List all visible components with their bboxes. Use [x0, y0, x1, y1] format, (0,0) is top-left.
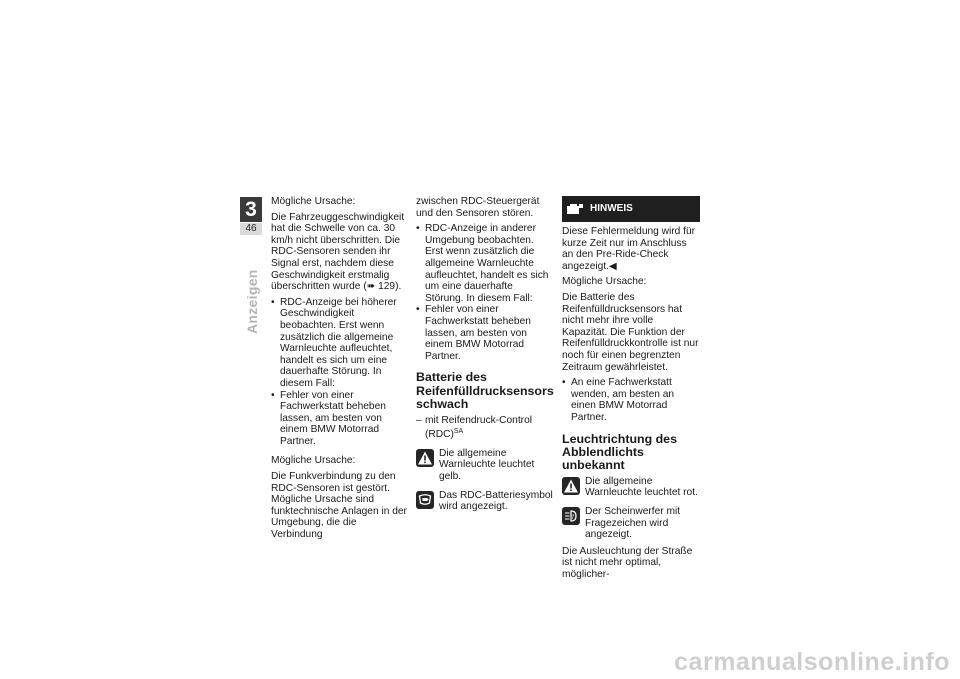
list-item-text: mit Reifendruck-Control (RDC) — [425, 414, 533, 441]
icon-text: Die allgemeine Warnleuchte leuchtet rot. — [585, 475, 698, 499]
section-heading: Batterie des Reifenfülldrucksensors schwach — [416, 370, 554, 412]
section-heading: Leuchtrichtung des Abblendlichts unbekannt — [562, 431, 677, 473]
paragraph: zwischen RDC-Steuergerät und den Sensoren stören. — [416, 196, 540, 219]
column-2 — [416, 196, 554, 518]
paragraph: Mögliche Ursache: — [271, 455, 356, 467]
rdc-battery-icon — [416, 491, 434, 509]
headlight-question-icon — [562, 507, 580, 525]
note-label: HINWEIS — [590, 203, 633, 215]
paragraph-text: Die Fahrzeuggeschwindigkeit hat die Schwelle von ca. 30 km/h nicht überschritten. Die RDC-Sensoren senden ihr Signal erst, nachdem diese Geschwindigkeit erstmalig überschritten wurde — [271, 211, 405, 293]
icon-row — [416, 448, 554, 483]
paragraph — [271, 212, 409, 293]
column-3 — [562, 196, 700, 584]
list-item: • Fehler von einer Fachwerkstatt beheben lassen, am besten von einem BMW Motorrad Partner. — [416, 304, 554, 362]
icon-text: Der Scheinwerfer mit Fragezeichen wird angezeigt. — [585, 505, 681, 541]
paragraph: Mögliche Ursache: — [562, 276, 647, 288]
column-1 — [271, 196, 409, 545]
bullet-list — [562, 377, 700, 423]
icon-row — [416, 490, 554, 513]
bullet-list — [416, 223, 554, 362]
paragraph: Diese Fehlermeldung wird für kurze Zeit nur im Anschluss an den Pre-Ride-Check angezeigt.◀ — [562, 226, 696, 272]
dash-list — [416, 415, 554, 441]
icon-row — [562, 506, 700, 541]
list-item — [416, 415, 554, 441]
superscript: SA — [453, 428, 464, 436]
warning-triangle-icon — [416, 449, 434, 467]
paragraph: Die Ausleuchtung der Straße ist nicht mehr optimal, möglicher- — [562, 545, 693, 580]
icon-text: Das RDC-Batteriesymbol wird angezeigt. — [439, 489, 553, 513]
paragraph: Die Funkverbindung zu den RDC-Sensoren ist gestört. Mögliche Ursache sind funktechnische Anlagen in der Umgebung, die die Verbindung — [271, 471, 407, 541]
page-reference: (➠ 129). — [363, 281, 402, 293]
bullet-list — [271, 297, 409, 448]
paragraph: Mögliche Ursache: — [271, 196, 356, 207]
list-item: • RDC-Anzeige in anderer Umgebung beobachten. Erst wenn zusätzlich die allgemeine Warnleuchte aufleuchtet, handelt es sich um eine dauerhafte Störung. In diesem Fall: — [416, 223, 554, 304]
watermark: carmanualsonline.info — [674, 648, 950, 676]
warning-triangle-icon — [562, 477, 580, 495]
icon-text: Die allgemeine Warnleuchte leuchtet gelb. — [439, 447, 535, 482]
list-item: • An eine Fachwerkstatt wenden, am besten an einen BMW Motorrad Partner. — [562, 377, 700, 423]
page-number: 46 — [240, 223, 262, 235]
paragraph: Die Batterie des Reifenfülldrucksensors hat nicht mehr ihre volle Kapazität. Die Funktion der Reifenfülldruckkontrolle ist nur noch für einen begrenzten Zeitraum gewährleistet. — [562, 291, 699, 373]
list-item: • Fehler von einer Fachwerkstatt beheben lassen, am besten von einem BMW Motorrad Partner. — [271, 390, 409, 448]
note-banner — [562, 196, 700, 222]
chapter-number: 3 — [240, 197, 262, 222]
svg-text:?: ? — [571, 513, 575, 521]
note-hand-icon — [566, 201, 584, 217]
chapter-title: Anzeigen — [244, 269, 260, 334]
icon-row — [562, 476, 700, 499]
list-item: • RDC-Anzeige bei höherer Geschwindigkeit beobachten. Erst wenn zusätzlich die allgemeine Warnleuchte aufleuchtet, handelt es sich um eine dauerhafte Störung. In diesem Fall: — [271, 297, 409, 390]
